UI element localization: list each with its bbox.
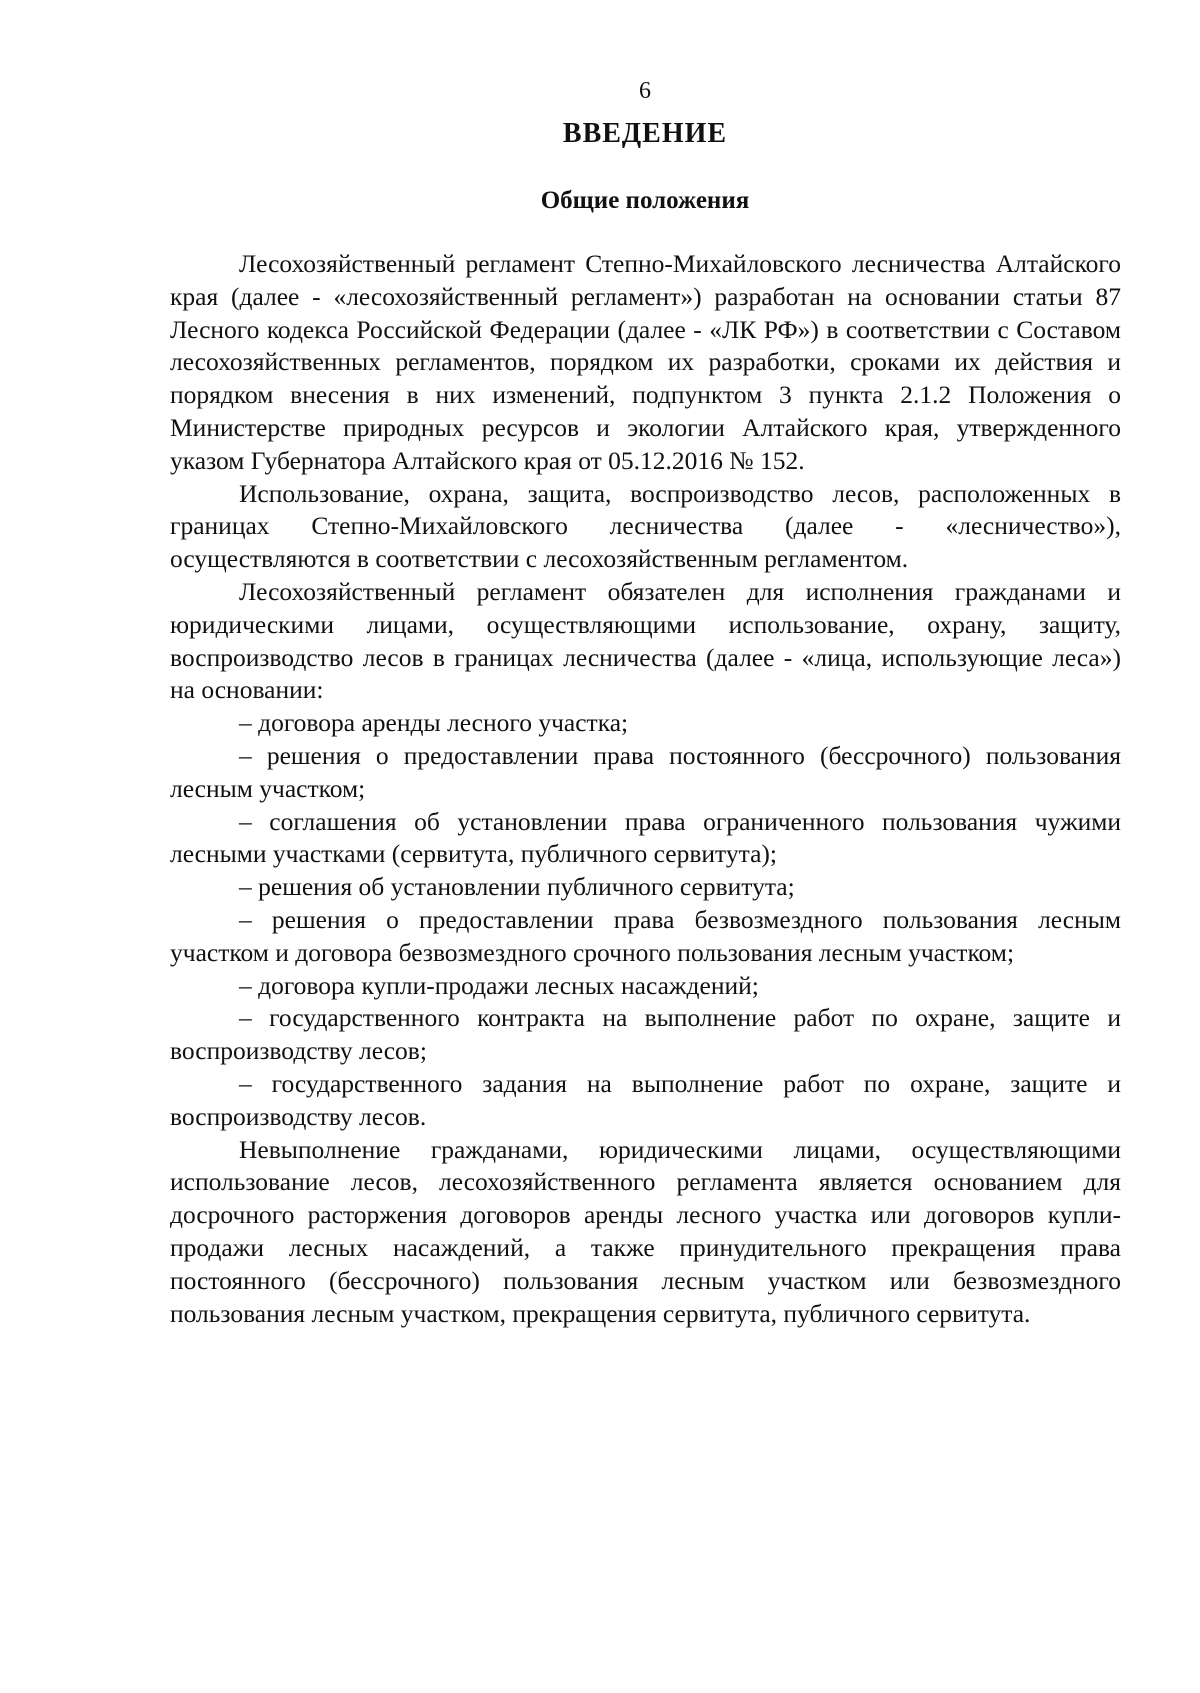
- list-item: – государственного задания на выполнение работ по охране, защите и воспроизводству лесов.: [170, 1068, 1121, 1131]
- paragraph-consequences: Невыполнение гражданами, юридическими лицами, осуществляющими использование лесов, лесохозяйственного регламента является основанием для досрочного расторжения договоров аренды лесного участка или договоров купли-продажи лесных насаждений, а также принудительного прекращения права постоянного (бессрочного) пользования лесным участком или безвозмездного пользования лесным участком, прекращения сервитута, публичного сервитута.: [170, 1134, 1121, 1328]
- paragraph-usage: Использование, охрана, защита, воспроизводство лесов, расположенных в границах Степно-Михайловского лесничества (далее - «лесничество»), осуществляются в соответствии с лесохозяйственным регламентом.: [170, 478, 1121, 574]
- list-item: – решения об установлении публичного сервитута;: [239, 872, 795, 902]
- list-item: – соглашения об установлении права ограниченного пользования чужими лесными участками (сервитута, публичного сервитута);: [170, 806, 1121, 869]
- paragraph-intro: Лесохозяйственный регламент Степно-Михайловского лесничества Алтайского края (далее - «лесохозяйственный регламент») разработан на основании статьи 87 Лесного кодекса Российской Федерации (далее - «ЛК РФ») в соответствии с Составом лесохозяйственных регламентов, порядком их разработки, сроками их действия и порядком внесения в них изменений, подпунктом 3 пункта 2.1.2 Положения о Министерстве природных ресурсов и экологии Алтайского края, утвержденного указом Губернатора Алтайского края от 05.12.2016 № 152.: [170, 249, 1121, 475]
- list-item: – договора купли-продажи лесных насаждений;: [239, 970, 759, 1000]
- page-number: 6: [639, 78, 651, 104]
- section-heading: ВВЕДЕНИЕ: [562, 118, 728, 149]
- list-item: – решения о предоставлении права безвозмездного пользования лесным участком и договора безвозмездного срочного пользования лесным участком;: [170, 904, 1121, 967]
- list-item: – договора аренды лесного участка;: [239, 708, 629, 738]
- basis-list: [170, 707, 1121, 1133]
- list-item: – решения о предоставлении права постоянного (бессрочного) пользования лесным участком;: [170, 740, 1121, 803]
- document-body: [170, 248, 1121, 1330]
- section-subheading: Общие положения: [540, 187, 750, 214]
- paragraph-obligation: Лесохозяйственный регламент обязателен для исполнения гражданами и юридическими лицами, осуществляющими использование, охрану, защиту, воспроизводство лесов в границах лесничества (далее - «лица, использующие леса») на основании:: [170, 576, 1121, 705]
- list-item: – государственного контракта на выполнение работ по охране, защите и воспроизводству лесов;: [170, 1003, 1121, 1066]
